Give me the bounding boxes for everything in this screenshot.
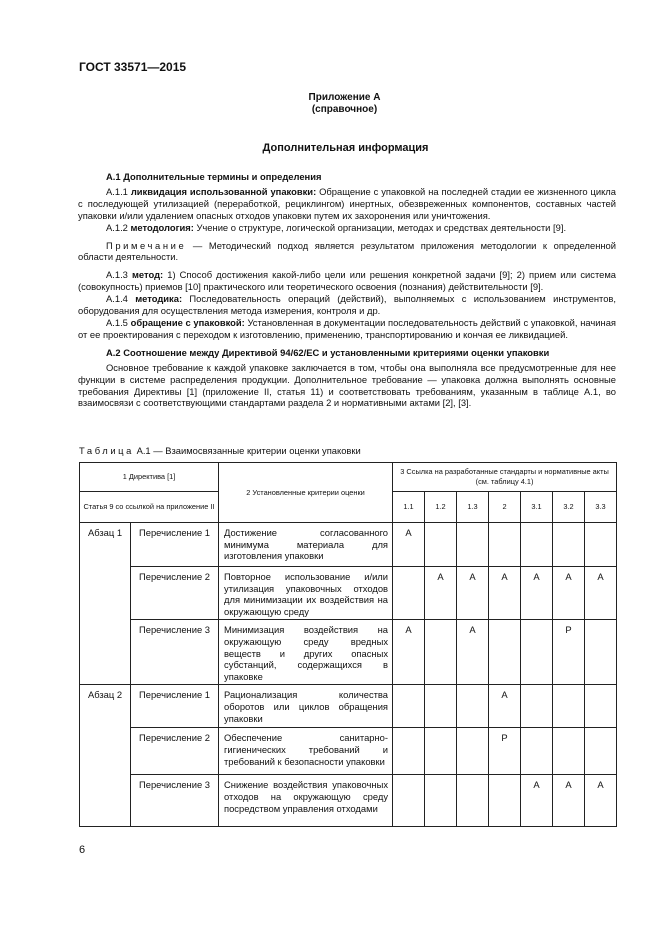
- header-directive: 1 Директива [1]: [80, 463, 219, 492]
- table-row: [80, 685, 617, 728]
- mark-cell: А: [425, 567, 457, 620]
- annex-title-block: [0, 92, 661, 116]
- note: [78, 240, 616, 264]
- annex-heading: Дополнительная информация: [262, 142, 429, 154]
- mark-cell: Р: [553, 620, 585, 685]
- document-code: ГОСТ 33571—2015: [79, 60, 187, 74]
- table-row: [80, 775, 617, 827]
- criterion-cell: Снижение воздействия упаковочных отходов на окружающую среду посредством управления отходами: [219, 775, 393, 827]
- enumeration-cell: Перечисление 1: [131, 685, 219, 728]
- page-number: 6: [79, 844, 86, 856]
- annex-subtitle: (справочное): [311, 104, 378, 115]
- paragraph-a12: [78, 222, 616, 234]
- criterion-cell: Повторное использование и/или утилизация упаковочных отходов для минимизации их воздействия на окружающую среду: [219, 567, 393, 620]
- paragraph-a11: [78, 186, 616, 222]
- mark-cell: А: [489, 567, 521, 620]
- clause-number: А.1.1: [106, 185, 131, 197]
- mark-cell: А: [393, 523, 425, 567]
- col-header: 1.3: [457, 492, 489, 523]
- col-header: 2: [489, 492, 521, 523]
- enumeration-cell: Перечисление 2: [131, 567, 219, 620]
- definition: Последовательность операций (действий), выполняемых с использованием инструментов, оборудования для осуществления метода измерения, контроля и др.: [78, 293, 616, 317]
- table-row: [80, 620, 617, 685]
- mark-cell: А: [553, 775, 585, 827]
- mark-cell: [521, 685, 553, 728]
- annex-body: [78, 171, 616, 409]
- mark-cell: [521, 523, 553, 567]
- criterion-cell: Минимизация воздействия на окружающую среду вредных веществ и других опасных субстанций, содержащихся в упаковке: [219, 620, 393, 685]
- abzac-cell: Абзац 1: [80, 523, 131, 685]
- mark-cell: А: [457, 567, 489, 620]
- mark-cell: [553, 523, 585, 567]
- term: метод:: [131, 269, 164, 281]
- header-criteria: 2 Установленные критерии оценки: [219, 463, 393, 523]
- table-row: [80, 567, 617, 620]
- table-row: [80, 523, 617, 567]
- criterion-cell: Рационализация количества оборотов или циклов обращения упаковки: [219, 685, 393, 728]
- mark-cell: [585, 620, 617, 685]
- mark-cell: [425, 685, 457, 728]
- mark-cell: [553, 685, 585, 728]
- definition: Учение о структуре, логической организации, методах и средствах деятельности [9].: [193, 221, 567, 233]
- mark-cell: [457, 775, 489, 827]
- mark-cell: [521, 620, 553, 685]
- term: методика:: [135, 293, 183, 305]
- enumeration-cell: Перечисление 3: [131, 775, 219, 827]
- mark-cell: [457, 728, 489, 775]
- note-text: — Методический подход является результатом приложения методологии к определенной области деятельности.: [78, 239, 616, 263]
- caption-label: Таблица: [79, 445, 134, 456]
- header-article: Статья 9 со ссылкой на приложение II: [80, 492, 219, 523]
- mark-cell: А: [521, 567, 553, 620]
- paragraph-a14: [78, 293, 616, 317]
- mark-cell: [425, 775, 457, 827]
- clause-number: А.1.2: [106, 221, 131, 233]
- mark-cell: А: [489, 685, 521, 728]
- section-a1-title: А.1 Дополнительные термины и определения: [106, 171, 322, 182]
- mark-cell: [521, 728, 553, 775]
- mark-cell: [553, 728, 585, 775]
- mark-cell: [457, 685, 489, 728]
- col-header: 3.2: [553, 492, 585, 523]
- mark-cell: [425, 523, 457, 567]
- mark-cell: [393, 567, 425, 620]
- criterion-cell: Обеспечение санитарно-гигиенических требований и требований к безопасности упаковки: [219, 728, 393, 775]
- mark-cell: А: [393, 620, 425, 685]
- term: методология:: [130, 221, 194, 233]
- mark-cell: [489, 523, 521, 567]
- mark-cell: А: [457, 620, 489, 685]
- paragraph-a15: [78, 317, 616, 341]
- mark-cell: Р: [489, 728, 521, 775]
- col-header: 1.1: [393, 492, 425, 523]
- clause-number: А.1.3: [106, 269, 132, 281]
- col-header: 1.2: [425, 492, 457, 523]
- table-caption: [79, 445, 361, 456]
- mark-cell: [585, 685, 617, 728]
- mark-cell: [489, 775, 521, 827]
- definition: 1) Способ достижения какой-либо цели или решения конкретной задачи [9]; 2) прием или система (совокупность) приемов [10] практического или теоретического освоения (познания) действительности [9].: [78, 269, 617, 293]
- col-header: 3.1: [521, 492, 553, 523]
- term: обращение с упаковкой:: [130, 316, 245, 328]
- header-references: 3 Ссылка на разработанные стандарты и нормативные акты (см. таблицу 4.1): [393, 463, 617, 492]
- mark-cell: [457, 523, 489, 567]
- term: ликвидация использованной упаковки:: [130, 185, 317, 197]
- mark-cell: А: [585, 775, 617, 827]
- mark-cell: [425, 620, 457, 685]
- section-a2-title: А.2 Соотношение между Директивой 94/62/ЕС и установленными критериями оценки упаковки: [106, 346, 550, 358]
- paragraph-a2: Основное требование к каждой упаковке заключается в том, чтобы она выполняла все предусмотренные для нее функции в системе распределения продукции. Дополнительное требование — упаковка должна выполнять основные требования Директивы [1] (приложение II, статья 11) и соответствовать требованиям, указанным в таблице А.1, во взаимосвязи с соответствующими стандартами раздела 2 и нормативными актами [2], [3].: [78, 361, 616, 409]
- note-label: Примечание: [106, 239, 187, 251]
- clause-number: А.1.5: [106, 316, 131, 328]
- abzac-cell: Абзац 2: [80, 685, 131, 827]
- enumeration-cell: Перечисление 2: [131, 728, 219, 775]
- mark-cell: А: [553, 567, 585, 620]
- mark-cell: А: [585, 567, 617, 620]
- annex-title: Приложение А: [308, 92, 381, 103]
- mark-cell: [425, 728, 457, 775]
- mark-cell: [489, 620, 521, 685]
- clause-number: А.1.4: [106, 293, 136, 305]
- enumeration-cell: Перечисление 1: [131, 523, 219, 567]
- enumeration-cell: Перечисление 3: [131, 620, 219, 685]
- paragraph-a13: [78, 269, 616, 293]
- caption-text: А.1 — Взаимосвязанные критерии оценки упаковки: [133, 445, 361, 456]
- mark-cell: [393, 685, 425, 728]
- mark-cell: [585, 728, 617, 775]
- mark-cell: [393, 775, 425, 827]
- mark-cell: [585, 523, 617, 567]
- mark-cell: А: [521, 775, 553, 827]
- col-header: 3.3: [585, 492, 617, 523]
- criterion-cell: Достижение согласованного минимума материала для изготовления упаковки: [219, 523, 393, 567]
- mark-cell: [393, 728, 425, 775]
- definition: Установленная в документации последовательность действий с упаковкой, начиная от ее проектирования с переходом к изготовлению, применению, транспортированию и кончая ее ликвидацией.: [78, 316, 616, 340]
- table-row: [80, 728, 617, 775]
- criteria-table: [79, 462, 617, 827]
- definition: Обращение с упаковкой на последней стадии ее жизненного цикла с последующей утилизацией (переработкой, рециклингом) инертных, обезвреженных компонентов, составных частей упаковки и/или удалением опасных отходов упаковки путем их захоронения или уничтожения.: [78, 185, 616, 221]
